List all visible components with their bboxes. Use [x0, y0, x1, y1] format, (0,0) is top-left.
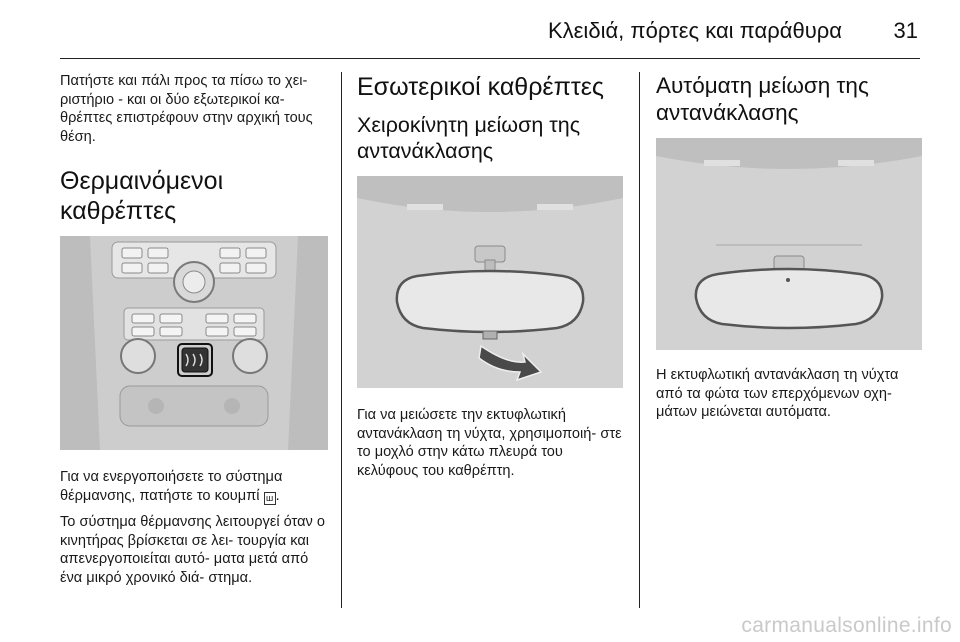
auto-dimming-heading: Αυτόματη μείωση της αντανάκλασης: [656, 73, 869, 125]
column-divider: [639, 72, 640, 608]
page-header: [60, 0, 920, 59]
interior-mirrors-heading: Εσωτερικοί καθρέπτες: [357, 73, 604, 101]
heated-mirror-button-icon: ш: [264, 492, 276, 505]
page-number: 31: [893, 18, 918, 43]
intro-paragraph: Πατήστε και πάλι προς τα πίσω το χει- ριστήριο - και οι δύο εξωτερικοί κα- θρέπτες επιστρέφουν στην αρχική τους θέση.: [60, 73, 313, 145]
heating-activate-paragraph: Για να ενεργοποιήσετε το σύστημα θέρμανσης, πατήστε το κουμπί ш .: [60, 469, 283, 504]
heated-mirrors-heading: Θερμαινόμενοι καθρέπτες: [60, 167, 224, 225]
manual-mirror-illustration: [357, 176, 623, 388]
console-drawing: [60, 236, 328, 450]
column-3: [656, 72, 924, 430]
watermark: carmanualsonline.info: [741, 614, 952, 637]
heating-operation-paragraph: Το σύστημα θέρμανσης λειτουργεί όταν ο κινητήρας βρίσκεται σε λει- τουργία και απενεργοποιείται αυτό- ματα μετά από ένα μικρό χρονικό διά- στημα.: [60, 514, 326, 586]
column-divider: [341, 72, 342, 608]
manual-dimming-heading: Χειροκίνητη μείωση της αντανάκλασης: [357, 113, 581, 163]
chapter-title: Κλειδιά, πόρτες και παράθυρα: [547, 18, 842, 43]
auto-mirror-illustration: [656, 138, 922, 350]
auto-mirror-drawing: [656, 138, 922, 350]
manual-dimming-paragraph: Για να μειώσετε την εκτυφλωτική αντανάκλαση τη νύχτα, χρησιμοποιή- στε το μοχλό στην κάτω πλευρά του κελύφους του καθρέπτη.: [357, 407, 622, 479]
auto-dimming-paragraph: Η εκτυφλωτική αντανάκλαση τη νύχτα από τα φώτα των επερχόμενων οχη- μάτων μειώνεται αυτόματα.: [656, 367, 899, 420]
column-1: [60, 72, 328, 595]
manual-mirror-drawing: [357, 176, 623, 388]
console-illustration: [60, 236, 328, 450]
column-2: [357, 72, 625, 488]
